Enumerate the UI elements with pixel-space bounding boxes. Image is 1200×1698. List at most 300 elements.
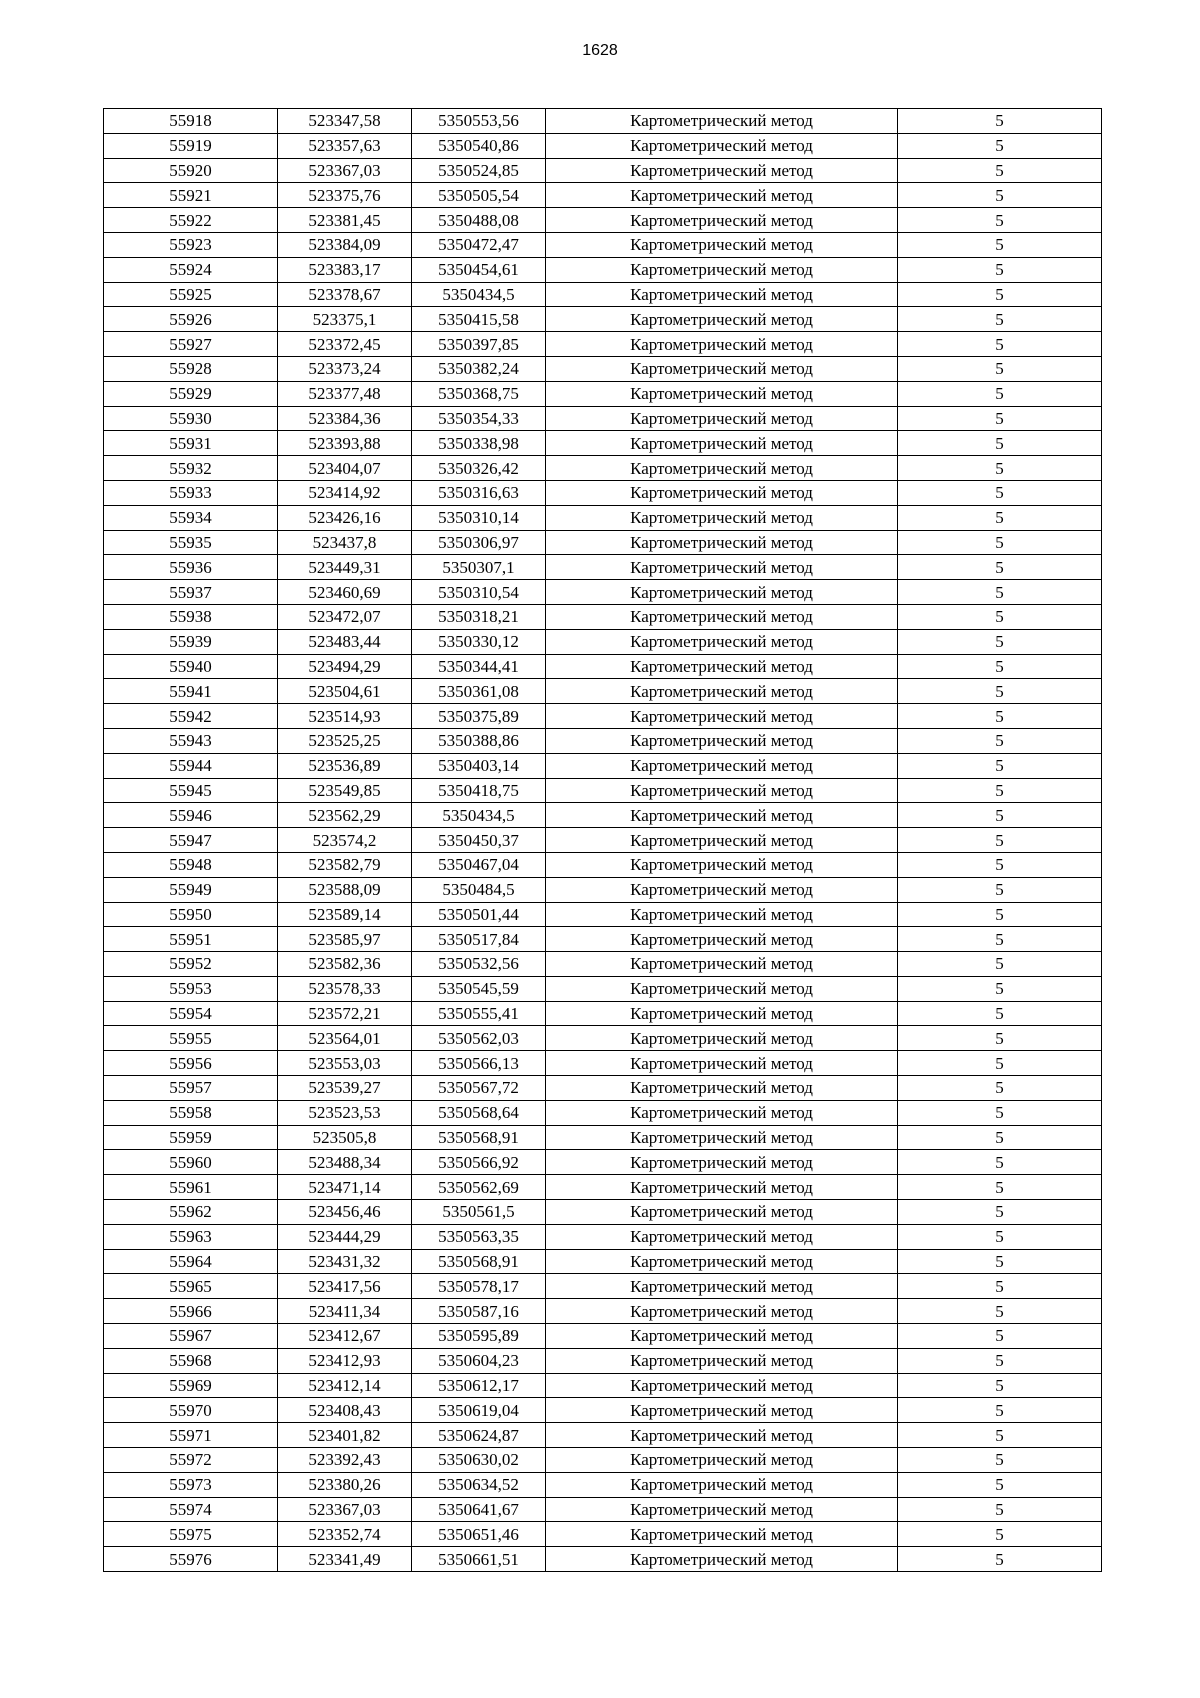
point-number-cell: 55958 — [104, 1100, 278, 1125]
method-cell: Картометрический метод — [546, 902, 898, 927]
y-coordinate-cell: 5350434,5 — [412, 282, 546, 307]
method-cell: Картометрический метод — [546, 1274, 898, 1299]
coordinates-table — [103, 108, 1102, 1572]
x-coordinate-cell: 523483,44 — [278, 629, 412, 654]
point-number-cell: 55970 — [104, 1398, 278, 1423]
accuracy-cell: 5 — [898, 1001, 1102, 1026]
method-cell: Картометрический метод — [546, 753, 898, 778]
x-coordinate-cell: 523562,29 — [278, 803, 412, 828]
table-row — [104, 356, 1102, 381]
point-number-cell: 55942 — [104, 704, 278, 729]
point-number-cell: 55950 — [104, 902, 278, 927]
table-body — [104, 109, 1102, 1572]
table-row — [104, 109, 1102, 134]
method-cell: Картометрический метод — [546, 877, 898, 902]
accuracy-cell: 5 — [898, 232, 1102, 257]
y-coordinate-cell: 5350612,17 — [412, 1373, 546, 1398]
point-number-cell: 55961 — [104, 1175, 278, 1200]
method-cell: Картометрический метод — [546, 406, 898, 431]
x-coordinate-cell: 523367,03 — [278, 158, 412, 183]
accuracy-cell: 5 — [898, 1125, 1102, 1150]
x-coordinate-cell: 523553,03 — [278, 1051, 412, 1076]
point-number-cell: 55959 — [104, 1125, 278, 1150]
accuracy-cell: 5 — [898, 1274, 1102, 1299]
point-number-cell: 55940 — [104, 654, 278, 679]
y-coordinate-cell: 5350619,04 — [412, 1398, 546, 1423]
point-number-cell: 55921 — [104, 183, 278, 208]
point-number-cell: 55946 — [104, 803, 278, 828]
table-row — [104, 406, 1102, 431]
table-row — [104, 530, 1102, 555]
point-number-cell: 55919 — [104, 133, 278, 158]
point-number-cell: 55939 — [104, 629, 278, 654]
method-cell: Картометрический метод — [546, 1026, 898, 1051]
y-coordinate-cell: 5350403,14 — [412, 753, 546, 778]
point-number-cell: 55975 — [104, 1522, 278, 1547]
table-row — [104, 952, 1102, 977]
point-number-cell: 55952 — [104, 952, 278, 977]
y-coordinate-cell: 5350566,92 — [412, 1150, 546, 1175]
y-coordinate-cell: 5350454,61 — [412, 257, 546, 282]
x-coordinate-cell: 523408,43 — [278, 1398, 412, 1423]
table-row — [104, 753, 1102, 778]
table-row — [104, 1348, 1102, 1373]
point-number-cell: 55932 — [104, 456, 278, 481]
point-number-cell: 55949 — [104, 877, 278, 902]
y-coordinate-cell: 5350524,85 — [412, 158, 546, 183]
point-number-cell: 55971 — [104, 1423, 278, 1448]
table-row — [104, 852, 1102, 877]
point-number-cell: 55967 — [104, 1324, 278, 1349]
y-coordinate-cell: 5350595,89 — [412, 1324, 546, 1349]
y-coordinate-cell: 5350415,58 — [412, 307, 546, 332]
accuracy-cell: 5 — [898, 629, 1102, 654]
x-coordinate-cell: 523411,34 — [278, 1299, 412, 1324]
point-number-cell: 55922 — [104, 208, 278, 233]
x-coordinate-cell: 523381,45 — [278, 208, 412, 233]
accuracy-cell: 5 — [898, 1423, 1102, 1448]
point-number-cell: 55923 — [104, 232, 278, 257]
point-number-cell: 55925 — [104, 282, 278, 307]
x-coordinate-cell: 523460,69 — [278, 580, 412, 605]
method-cell: Картометрический метод — [546, 1051, 898, 1076]
point-number-cell: 55976 — [104, 1547, 278, 1572]
x-coordinate-cell: 523572,21 — [278, 1001, 412, 1026]
y-coordinate-cell: 5350568,91 — [412, 1125, 546, 1150]
y-coordinate-cell: 5350501,44 — [412, 902, 546, 927]
y-coordinate-cell: 5350344,41 — [412, 654, 546, 679]
y-coordinate-cell: 5350661,51 — [412, 1547, 546, 1572]
method-cell: Картометрический метод — [546, 208, 898, 233]
accuracy-cell: 5 — [898, 1224, 1102, 1249]
table-row — [104, 1150, 1102, 1175]
method-cell: Картометрический метод — [546, 1125, 898, 1150]
point-number-cell: 55951 — [104, 927, 278, 952]
x-coordinate-cell: 523341,49 — [278, 1547, 412, 1572]
point-number-cell: 55953 — [104, 976, 278, 1001]
y-coordinate-cell: 5350450,37 — [412, 828, 546, 853]
point-number-cell: 55968 — [104, 1348, 278, 1373]
accuracy-cell: 5 — [898, 133, 1102, 158]
x-coordinate-cell: 523449,31 — [278, 555, 412, 580]
y-coordinate-cell: 5350532,56 — [412, 952, 546, 977]
x-coordinate-cell: 523412,93 — [278, 1348, 412, 1373]
y-coordinate-cell: 5350545,59 — [412, 976, 546, 1001]
method-cell: Картометрический метод — [546, 456, 898, 481]
table-row — [104, 927, 1102, 952]
table-row — [104, 902, 1102, 927]
y-coordinate-cell: 5350578,17 — [412, 1274, 546, 1299]
method-cell: Картометрический метод — [546, 1472, 898, 1497]
x-coordinate-cell: 523401,82 — [278, 1423, 412, 1448]
method-cell: Картометрический метод — [546, 1448, 898, 1473]
x-coordinate-cell: 523549,85 — [278, 778, 412, 803]
y-coordinate-cell: 5350553,56 — [412, 109, 546, 134]
accuracy-cell: 5 — [898, 902, 1102, 927]
y-coordinate-cell: 5350307,1 — [412, 555, 546, 580]
y-coordinate-cell: 5350634,52 — [412, 1472, 546, 1497]
table-row — [104, 580, 1102, 605]
y-coordinate-cell: 5350354,33 — [412, 406, 546, 431]
accuracy-cell: 5 — [898, 1026, 1102, 1051]
method-cell: Картометрический метод — [546, 704, 898, 729]
x-coordinate-cell: 523373,24 — [278, 356, 412, 381]
point-number-cell: 55945 — [104, 778, 278, 803]
x-coordinate-cell: 523412,14 — [278, 1373, 412, 1398]
y-coordinate-cell: 5350318,21 — [412, 604, 546, 629]
method-cell: Картометрический метод — [546, 1348, 898, 1373]
method-cell: Картометрический метод — [546, 778, 898, 803]
table-row — [104, 1522, 1102, 1547]
y-coordinate-cell: 5350418,75 — [412, 778, 546, 803]
page-number: 1628 — [582, 42, 618, 59]
method-cell: Картометрический метод — [546, 1373, 898, 1398]
table-row — [104, 505, 1102, 530]
accuracy-cell: 5 — [898, 976, 1102, 1001]
y-coordinate-cell: 5350310,14 — [412, 505, 546, 530]
x-coordinate-cell: 523536,89 — [278, 753, 412, 778]
table-row — [104, 183, 1102, 208]
x-coordinate-cell: 523357,63 — [278, 133, 412, 158]
y-coordinate-cell: 5350488,08 — [412, 208, 546, 233]
table-row — [104, 803, 1102, 828]
table-row — [104, 778, 1102, 803]
accuracy-cell: 5 — [898, 1200, 1102, 1225]
x-coordinate-cell: 523471,14 — [278, 1175, 412, 1200]
y-coordinate-cell: 5350467,04 — [412, 852, 546, 877]
table-row — [104, 828, 1102, 853]
x-coordinate-cell: 523582,36 — [278, 952, 412, 977]
accuracy-cell: 5 — [898, 1547, 1102, 1572]
x-coordinate-cell: 523585,97 — [278, 927, 412, 952]
point-number-cell: 55931 — [104, 431, 278, 456]
method-cell: Картометрический метод — [546, 1200, 898, 1225]
x-coordinate-cell: 523444,29 — [278, 1224, 412, 1249]
accuracy-cell: 5 — [898, 555, 1102, 580]
table-row — [104, 1125, 1102, 1150]
y-coordinate-cell: 5350375,89 — [412, 704, 546, 729]
y-coordinate-cell: 5350361,08 — [412, 679, 546, 704]
table-row — [104, 257, 1102, 282]
x-coordinate-cell: 523367,03 — [278, 1497, 412, 1522]
x-coordinate-cell: 523494,29 — [278, 654, 412, 679]
table-row — [104, 679, 1102, 704]
accuracy-cell: 5 — [898, 1472, 1102, 1497]
x-coordinate-cell: 523431,32 — [278, 1249, 412, 1274]
point-number-cell: 55963 — [104, 1224, 278, 1249]
accuracy-cell: 5 — [898, 381, 1102, 406]
y-coordinate-cell: 5350568,64 — [412, 1100, 546, 1125]
point-number-cell: 55972 — [104, 1448, 278, 1473]
table-row — [104, 307, 1102, 332]
y-coordinate-cell: 5350562,69 — [412, 1175, 546, 1200]
point-number-cell: 55944 — [104, 753, 278, 778]
y-coordinate-cell: 5350587,16 — [412, 1299, 546, 1324]
x-coordinate-cell: 523588,09 — [278, 877, 412, 902]
point-number-cell: 55941 — [104, 679, 278, 704]
x-coordinate-cell: 523456,46 — [278, 1200, 412, 1225]
x-coordinate-cell: 523539,27 — [278, 1076, 412, 1101]
accuracy-cell: 5 — [898, 1324, 1102, 1349]
x-coordinate-cell: 523375,76 — [278, 183, 412, 208]
accuracy-cell: 5 — [898, 778, 1102, 803]
table-row — [104, 1274, 1102, 1299]
accuracy-cell: 5 — [898, 307, 1102, 332]
y-coordinate-cell: 5350563,35 — [412, 1224, 546, 1249]
method-cell: Картометрический метод — [546, 952, 898, 977]
method-cell: Картометрический метод — [546, 580, 898, 605]
point-number-cell: 55936 — [104, 555, 278, 580]
method-cell: Картометрический метод — [546, 1398, 898, 1423]
table-row — [104, 1076, 1102, 1101]
table-row — [104, 456, 1102, 481]
point-number-cell: 55954 — [104, 1001, 278, 1026]
x-coordinate-cell: 523426,16 — [278, 505, 412, 530]
method-cell: Картометрический метод — [546, 133, 898, 158]
y-coordinate-cell: 5350630,02 — [412, 1448, 546, 1473]
method-cell: Картометрический метод — [546, 307, 898, 332]
y-coordinate-cell: 5350651,46 — [412, 1522, 546, 1547]
method-cell: Картометрический метод — [546, 109, 898, 134]
x-coordinate-cell: 523384,36 — [278, 406, 412, 431]
accuracy-cell: 5 — [898, 927, 1102, 952]
table-row — [104, 1324, 1102, 1349]
table-row — [104, 431, 1102, 456]
table-row — [104, 877, 1102, 902]
point-number-cell: 55955 — [104, 1026, 278, 1051]
accuracy-cell: 5 — [898, 1076, 1102, 1101]
table-row — [104, 381, 1102, 406]
point-number-cell: 55927 — [104, 332, 278, 357]
method-cell: Картометрический метод — [546, 1224, 898, 1249]
y-coordinate-cell: 5350397,85 — [412, 332, 546, 357]
table-row — [104, 555, 1102, 580]
method-cell: Картометрический метод — [546, 803, 898, 828]
method-cell: Картометрический метод — [546, 232, 898, 257]
x-coordinate-cell: 523582,79 — [278, 852, 412, 877]
method-cell: Картометрический метод — [546, 1299, 898, 1324]
x-coordinate-cell: 523383,17 — [278, 257, 412, 282]
x-coordinate-cell: 523404,07 — [278, 456, 412, 481]
point-number-cell: 55934 — [104, 505, 278, 530]
y-coordinate-cell: 5350562,03 — [412, 1026, 546, 1051]
accuracy-cell: 5 — [898, 604, 1102, 629]
y-coordinate-cell: 5350368,75 — [412, 381, 546, 406]
table-row — [104, 1448, 1102, 1473]
x-coordinate-cell: 523375,1 — [278, 307, 412, 332]
table-row — [104, 1026, 1102, 1051]
method-cell: Картометрический метод — [546, 654, 898, 679]
table-row — [104, 480, 1102, 505]
accuracy-cell: 5 — [898, 109, 1102, 134]
y-coordinate-cell: 5350505,54 — [412, 183, 546, 208]
accuracy-cell: 5 — [898, 356, 1102, 381]
table-row — [104, 1175, 1102, 1200]
accuracy-cell: 5 — [898, 704, 1102, 729]
y-coordinate-cell: 5350566,13 — [412, 1051, 546, 1076]
accuracy-cell: 5 — [898, 406, 1102, 431]
table-row — [104, 133, 1102, 158]
method-cell: Картометрический метод — [546, 530, 898, 555]
x-coordinate-cell: 523578,33 — [278, 976, 412, 1001]
x-coordinate-cell: 523352,74 — [278, 1522, 412, 1547]
x-coordinate-cell: 523574,2 — [278, 828, 412, 853]
accuracy-cell: 5 — [898, 332, 1102, 357]
method-cell: Картометрический метод — [546, 505, 898, 530]
y-coordinate-cell: 5350561,5 — [412, 1200, 546, 1225]
method-cell: Картометрический метод — [546, 332, 898, 357]
method-cell: Картометрический метод — [546, 1175, 898, 1200]
x-coordinate-cell: 523437,8 — [278, 530, 412, 555]
x-coordinate-cell: 523589,14 — [278, 902, 412, 927]
x-coordinate-cell: 523514,93 — [278, 704, 412, 729]
point-number-cell: 55962 — [104, 1200, 278, 1225]
point-number-cell: 55928 — [104, 356, 278, 381]
method-cell: Картометрический метод — [546, 158, 898, 183]
point-number-cell: 55974 — [104, 1497, 278, 1522]
table-row — [104, 208, 1102, 233]
method-cell: Картометрический метод — [546, 356, 898, 381]
x-coordinate-cell: 523564,01 — [278, 1026, 412, 1051]
x-coordinate-cell: 523525,25 — [278, 728, 412, 753]
x-coordinate-cell: 523377,48 — [278, 381, 412, 406]
accuracy-cell: 5 — [898, 530, 1102, 555]
point-number-cell: 55935 — [104, 530, 278, 555]
accuracy-cell: 5 — [898, 257, 1102, 282]
table-row — [104, 282, 1102, 307]
method-cell: Картометрический метод — [546, 976, 898, 1001]
accuracy-cell: 5 — [898, 456, 1102, 481]
accuracy-cell: 5 — [898, 505, 1102, 530]
method-cell: Картометрический метод — [546, 1001, 898, 1026]
accuracy-cell: 5 — [898, 1100, 1102, 1125]
table-row — [104, 1299, 1102, 1324]
method-cell: Картометрический метод — [546, 282, 898, 307]
point-number-cell: 55948 — [104, 852, 278, 877]
accuracy-cell: 5 — [898, 1348, 1102, 1373]
method-cell: Картометрический метод — [546, 679, 898, 704]
y-coordinate-cell: 5350641,67 — [412, 1497, 546, 1522]
point-number-cell: 55930 — [104, 406, 278, 431]
accuracy-cell: 5 — [898, 1398, 1102, 1423]
table-row — [104, 1423, 1102, 1448]
point-number-cell: 55938 — [104, 604, 278, 629]
table-row — [104, 976, 1102, 1001]
y-coordinate-cell: 5350517,84 — [412, 927, 546, 952]
method-cell: Картометрический метод — [546, 1324, 898, 1349]
method-cell: Картометрический метод — [546, 1150, 898, 1175]
point-number-cell: 55965 — [104, 1274, 278, 1299]
accuracy-cell: 5 — [898, 480, 1102, 505]
x-coordinate-cell: 523393,88 — [278, 431, 412, 456]
method-cell: Картометрический метод — [546, 1497, 898, 1522]
table-row — [104, 1398, 1102, 1423]
accuracy-cell: 5 — [898, 1051, 1102, 1076]
point-number-cell: 55924 — [104, 257, 278, 282]
point-number-cell: 55957 — [104, 1076, 278, 1101]
accuracy-cell: 5 — [898, 952, 1102, 977]
method-cell: Картометрический метод — [546, 1423, 898, 1448]
y-coordinate-cell: 5350568,91 — [412, 1249, 546, 1274]
accuracy-cell: 5 — [898, 183, 1102, 208]
table-row — [104, 332, 1102, 357]
accuracy-cell: 5 — [898, 679, 1102, 704]
accuracy-cell: 5 — [898, 828, 1102, 853]
accuracy-cell: 5 — [898, 1249, 1102, 1274]
method-cell: Картометрический метод — [546, 555, 898, 580]
method-cell: Картометрический метод — [546, 629, 898, 654]
table-row — [104, 728, 1102, 753]
y-coordinate-cell: 5350330,12 — [412, 629, 546, 654]
method-cell: Картометрический метод — [546, 183, 898, 208]
x-coordinate-cell: 523414,92 — [278, 480, 412, 505]
table-row — [104, 1373, 1102, 1398]
x-coordinate-cell: 523372,45 — [278, 332, 412, 357]
y-coordinate-cell: 5350316,63 — [412, 480, 546, 505]
method-cell: Картометрический метод — [546, 1100, 898, 1125]
accuracy-cell: 5 — [898, 1150, 1102, 1175]
x-coordinate-cell: 523378,67 — [278, 282, 412, 307]
accuracy-cell: 5 — [898, 1522, 1102, 1547]
accuracy-cell: 5 — [898, 282, 1102, 307]
table-row — [104, 1224, 1102, 1249]
method-cell: Картометрический метод — [546, 852, 898, 877]
table-row — [104, 604, 1102, 629]
method-cell: Картометрический метод — [546, 431, 898, 456]
accuracy-cell: 5 — [898, 654, 1102, 679]
table-row — [104, 1547, 1102, 1572]
point-number-cell: 55947 — [104, 828, 278, 853]
accuracy-cell: 5 — [898, 877, 1102, 902]
x-coordinate-cell: 523523,53 — [278, 1100, 412, 1125]
x-coordinate-cell: 523505,8 — [278, 1125, 412, 1150]
accuracy-cell: 5 — [898, 753, 1102, 778]
y-coordinate-cell: 5350484,5 — [412, 877, 546, 902]
method-cell: Картометрический метод — [546, 257, 898, 282]
accuracy-cell: 5 — [898, 803, 1102, 828]
y-coordinate-cell: 5350540,86 — [412, 133, 546, 158]
y-coordinate-cell: 5350624,87 — [412, 1423, 546, 1448]
table-row — [104, 1249, 1102, 1274]
accuracy-cell: 5 — [898, 431, 1102, 456]
point-number-cell: 55956 — [104, 1051, 278, 1076]
point-number-cell: 55937 — [104, 580, 278, 605]
table-row — [104, 654, 1102, 679]
y-coordinate-cell: 5350310,54 — [412, 580, 546, 605]
table-row — [104, 158, 1102, 183]
table-row — [104, 1100, 1102, 1125]
method-cell: Картометрический метод — [546, 927, 898, 952]
